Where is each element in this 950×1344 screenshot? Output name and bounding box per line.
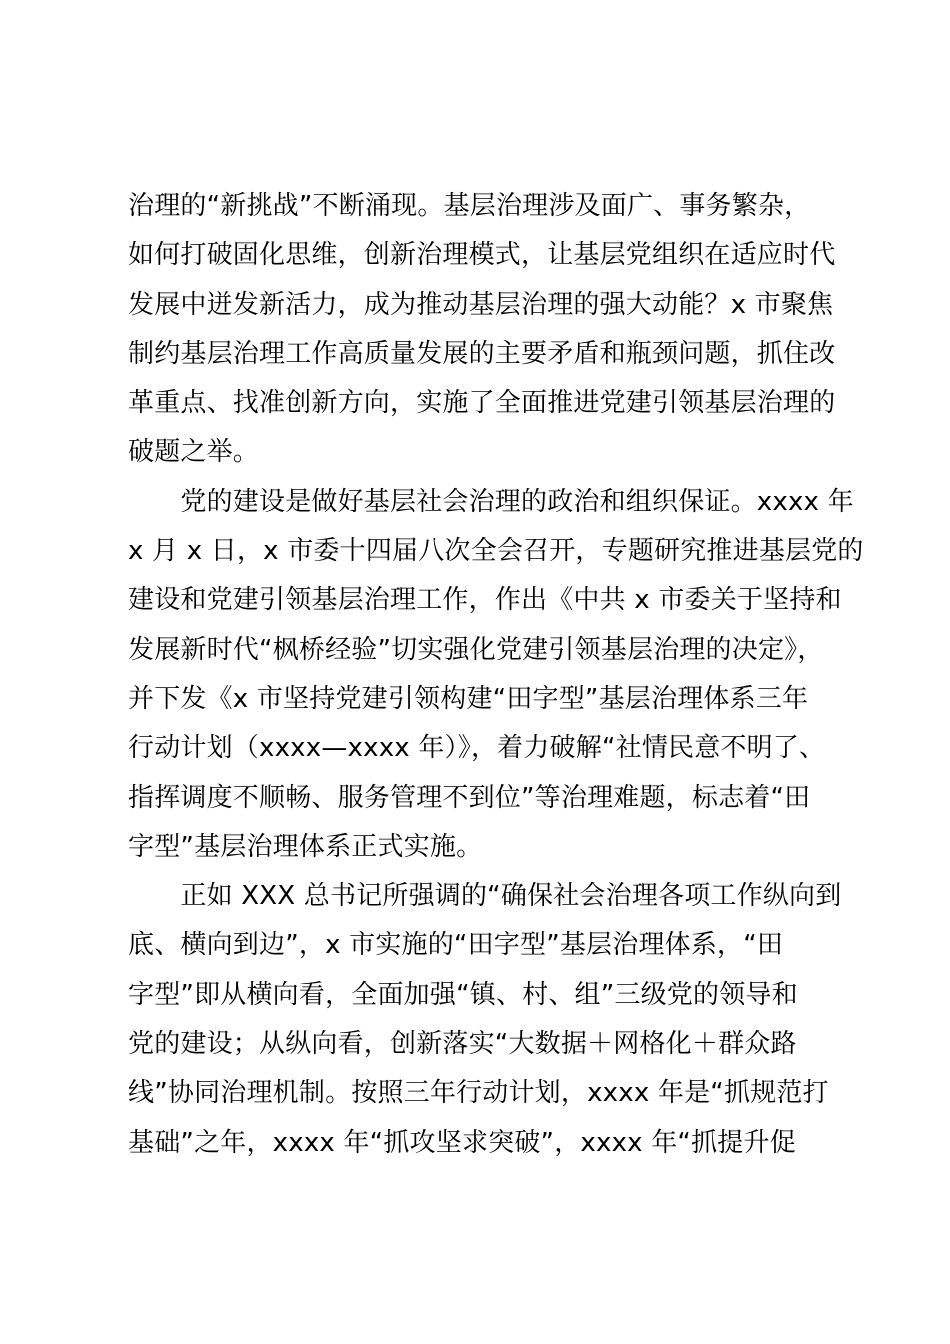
text-line: 基础”之年，xxxx 年“抓攻坚求突破”，xxxx 年“抓提升促 bbox=[128, 1127, 796, 1158]
text-line: 治理的“新挑战”不断涌现。基层治理涉及面广、事务繁杂， bbox=[128, 191, 811, 221]
text-line: 革重点、找准创新方向，实施了全面推进党建引领基层治理的 bbox=[128, 388, 836, 419]
text-line: 如何打破固化思维，创新治理模式，让基层党组织在适应时代 bbox=[128, 240, 836, 271]
text-line: 破题之举。 bbox=[128, 437, 260, 468]
text-line: x 月 x 日，x 市委十四届八次全会召开，专题研究推进基层党的 bbox=[128, 536, 864, 567]
text-line: 党的建设是做好基层社会治理的政治和组织保证。xxxx 年 bbox=[128, 486, 854, 517]
text-line: 字型”基层治理体系正式实施。 bbox=[128, 831, 483, 862]
text-line: 发展新时代“枫桥经验”切实强化党建引领基层治理的决定》， bbox=[128, 634, 824, 665]
text-line: 底、横向到边”，x 市实施的“田字型”基层治理体系，“田 bbox=[128, 930, 784, 961]
text-line: 发展中迸发新活力，成为推动基层治理的强大动能？x 市聚焦 bbox=[128, 289, 834, 320]
text-line: 行动计划（xxxx—xxxx 年）》，着力破解“社情民意不明了、 bbox=[128, 733, 826, 764]
text-line: 指挥调度不顺畅、服务管理不到位”等治理难题，标志着“田 bbox=[128, 782, 811, 813]
text-line: 并下发《x 市坚持党建引领构建“田字型”基层治理体系三年 bbox=[128, 683, 809, 714]
text-line: 正如 XXX 总书记所强调的“确保社会治理各项工作纵向到 bbox=[128, 881, 842, 912]
text-line: 建设和党建引领基层治理工作，作出《中共 x 市委关于坚持和 bbox=[128, 585, 842, 616]
text-line: 线”协同治理机制。按照三年行动计划，xxxx 年是“抓规范打 bbox=[128, 1078, 829, 1109]
body-text bbox=[128, 182, 864, 1168]
text-line: 党的建设；从纵向看，创新落实“大数据＋网格化＋群众路 bbox=[128, 1029, 797, 1060]
text-line: 字型”即从横向看，全面加强“镇、村、组”三级党的领导和 bbox=[128, 979, 798, 1010]
text-line: 制约基层治理工作高质量发展的主要矛盾和瓶颈问题，抓住改 bbox=[128, 338, 836, 369]
